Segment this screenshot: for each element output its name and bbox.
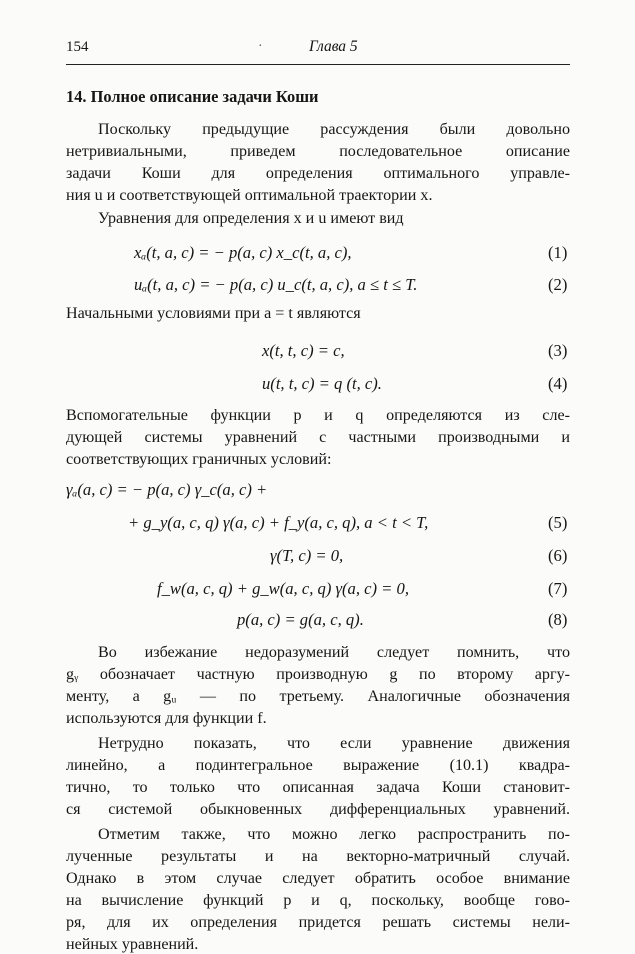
equation-number-5: (5) (548, 513, 568, 532)
equation-number-6: (6) (548, 546, 568, 565)
text-line: задачи Коши для определения оптимального управле- (66, 165, 570, 182)
text-line: нетривиальными, приведем последовательное описание (66, 143, 570, 160)
equation-number-4: (4) (548, 374, 568, 393)
text-line: тично, то только что описанная задача Коши становит- (66, 779, 570, 796)
equation-number-3: (3) (548, 341, 568, 360)
text-line: Однако в этом случае следует обратить особое внимание (66, 870, 570, 887)
text-line: используются для функции f. (66, 710, 267, 727)
equation-5: + g_y(a, c, q) γ(a, c) + f_y(a, c, q), a < t < T, (128, 513, 429, 532)
equation-8: p(a, c) = g(a, c, q). (237, 610, 364, 629)
text-line: Вспомогательные функции p и q определяются из сле- (66, 407, 570, 424)
text-line: линейно, а подинтегральное выражение (10.1) квадра- (66, 757, 570, 774)
equation-4: u(t, t, c) = q (t, c). (262, 374, 382, 393)
header-rule (66, 64, 570, 65)
running-header (66, 38, 570, 62)
page-number: 154 (66, 39, 89, 55)
equation-number-1: (1) (548, 243, 568, 262)
equation-number-8: (8) (548, 610, 568, 629)
text-line: дующей системы уравнений с частными производными и (66, 429, 570, 446)
equation-6: γ(T, c) = 0, (270, 546, 344, 565)
text-line: Отметим также, что можно легко распространить по- (98, 826, 570, 843)
header-separator: · (258, 39, 263, 54)
equation-2: uₐ(t, a, c) = − p(a, c) u_c(t, a, c), a ≤ t ≤ T. (134, 275, 418, 294)
text-line: Нетрудно показать, что если уравнение движения (98, 735, 570, 752)
text-line: Начальными условиями при a = t являются (66, 305, 361, 322)
text-line: ся системой обыкновенных дифференциальных уравнений. (66, 801, 570, 818)
text-line: нейных уравнений. (66, 936, 199, 953)
equation-number-2: (2) (548, 275, 568, 294)
text-line: на вычисление функций p и q, поскольку, вообще гово- (66, 892, 570, 909)
equation-5-first-line: γₐ(a, c) = − p(a, c) γ_c(a, c) + (66, 480, 268, 499)
text-line: менту, а gᵤ — по третьему. Аналогичные обозначения (66, 688, 570, 705)
section-heading: 14. Полное описание задачи Коши (66, 87, 319, 106)
text-line: соответствующих граничных условий: (66, 451, 332, 468)
chapter-title: Глава 5 (309, 38, 358, 55)
text-line: Во избежание недоразумений следует помнить, что (98, 644, 570, 661)
equation-7: f_w(a, c, q) + g_w(a, c, q) γ(a, c) = 0, (157, 579, 409, 598)
equation-1: xₐ(t, a, c) = − p(a, c) x_c(t, a, c), (134, 243, 352, 262)
text-line: Уравнения для определения x и u имеют вид (98, 210, 404, 227)
text-line: ря, для их определения придется решать системы нели- (66, 914, 570, 931)
text-line: gᵧ обозначает частную производную g по второму аргу- (66, 666, 570, 683)
equation-3: x(t, t, c) = c, (262, 341, 345, 360)
text-line: ния u и соответствующей оптимальной траектории x. (66, 187, 433, 204)
text-line: лученные результаты и на векторно-матричный случай. (66, 848, 570, 865)
text-line: Поскольку предыдущие рассуждения были довольно (98, 121, 570, 138)
equation-number-7: (7) (548, 579, 568, 598)
